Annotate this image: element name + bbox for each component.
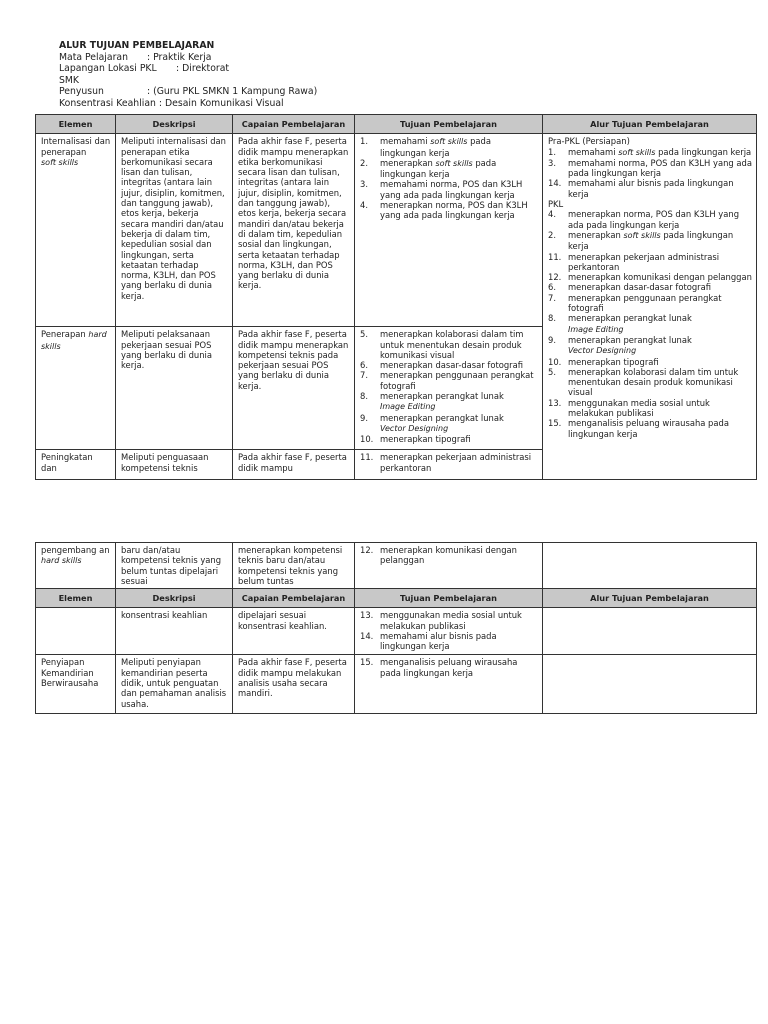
list-item: 11. menerapkan pekerjaan administrasi perkantoran [360,452,532,473]
cell-alur [543,608,757,655]
tujuan-list [360,545,538,566]
alur-pre-label: Pra-PKL (Persiapan) [548,136,630,147]
cell-capaian: Pada akhir fase F, peserta didik mampu menerapkan etika berkomunikasi secara lisan dan tulisan, integritas (antara lain jujur, disiplin, komitmen, dan tanggung jawab), etos kerja, bekerja secara mandiri dan/atau bekerja di dalam tim, kepedulian sosial dan lingkungan, serta ketaatan terhadap norma, K3LH, dan POS yang berlaku di dunia kerja. [233,134,355,327]
cell-deskripsi: Meliputi internalisasi dan penerapan etika berkomunikasi secara lisan dan tulisan, integritas (antara lain jujur, disiplin, komitmen, dan tanggung jawab), etos kerja, bekerja secara mandiri dan/atau bekerja di dalam tim, kepedulian sosial dan lingkungan, serta ketaatan terhadap norma, K3LH, dan POS yang berlaku di dunia kerja. [116,134,233,327]
col-header-tujuan: Tujuan Pembelajaran [355,589,543,608]
cell-elemen [36,608,116,655]
list-item: 5. menerapkan kolaborasi dalam tim untuk menentukan desain produk komunikasi visual [360,329,524,360]
col-header-alur: Alur Tujuan Pembelajaran [543,589,757,608]
list-item: 6. menerapkan dasar-dasar fotografi [548,282,712,293]
cell-deskripsi: Meliputi penguasaan kompetensi teknis [116,450,233,480]
cell-capaian: Pada akhir fase F, peserta didik mampu menerapkan kompetensi teknis pada pekerjaan sesuai POS yang berlaku di dunia kerja. [233,327,355,450]
table-row [36,543,757,589]
table-header-row [36,589,757,608]
col-header-deskripsi: Deskripsi [116,115,233,134]
cell-deskripsi: Meliputi penyiapan kemandirian peserta didik, untuk penguatan dan pemahaman analisis usaha. [116,655,233,714]
document-title: ALUR TUJUAN PEMBELAJARAN [59,40,215,51]
cell-tujuan [355,608,543,655]
document-header [59,40,317,110]
list-item: 14. memahami alur bisnis pada lingkungan kerja [360,631,497,652]
cell-deskripsi: konsentrasi keahlian [116,608,233,655]
tujuan-list [360,657,538,678]
list-item: 6. menerapkan dasar-dasar fotografi [360,360,524,371]
list-item: 10. menerapkan tipografi [548,356,659,367]
list-item: 13. menggunakan media sosial untuk melakukan publikasi [360,610,522,631]
list-item: 11. menerapkan pekerjaan administrasi perkantoran [548,251,720,272]
cell-elemen: pengembang an hard skills [36,543,116,589]
alur-pkl-label: PKL [548,199,564,210]
cell-elemen: Peningkatan dan [36,450,116,480]
atp-table-page2 [35,542,757,714]
list-item: 9. menerapkan perangkat lunak Vector Designing [360,412,504,433]
table-row [36,608,757,655]
cell-tujuan [355,134,543,327]
list-item: 2. menerapkan soft skills pada lingkungan kerja [360,157,497,180]
alur-pkl-list [548,209,752,439]
list-item: 2. menerapkan soft skills pada lingkungan kerja [548,229,734,252]
cell-alur [543,543,757,589]
col-header-capaian: Capaian Pembelajaran [233,115,355,134]
cell-deskripsi: Meliputi pelaksanaan pekerjaan sesuai POS yang berlaku di dunia kerja. [116,327,233,450]
header-row-konsentrasi: Konsentrasi Keahlian : Desain Komunikasi Visual [59,97,284,109]
cell-elemen: Penyiapan Kemandirian Berwirausaha [36,655,116,714]
cell-deskripsi: baru dan/atau kompetensi teknis yang belum tuntas dipelajari sesuai [116,543,233,589]
list-item: 4. menerapkan norma, POS dan K3LH yang ada pada lingkungan kerja [360,200,528,221]
list-item: 8. menerapkan perangkat lunak Image Editing [548,313,692,334]
col-header-tujuan: Tujuan Pembelajaran [355,115,543,134]
tujuan-list [360,452,538,473]
table-row [36,655,757,714]
cell-elemen: Penerapan hard skills [36,327,116,450]
header-row-lokasi: Lapangan Lokasi PKL : Direktorat [59,63,230,75]
atp-table-page1 [35,114,757,480]
header-row-smk: SMK [59,74,80,86]
list-item: 5. menerapkan kolaborasi dalam tim untuk menentukan desain produk komunikasi visual [548,366,739,398]
header-row-penyusun: Penyusun : (Guru PKL SMKN 1 Kampung Rawa) [59,86,318,98]
cell-capaian: Pada akhir fase F, peserta didik mampu [233,450,355,480]
list-item: 4. menerapkan norma, POS dan K3LH yang ada pada lingkungan kerja [548,209,740,230]
table-row [36,134,757,327]
list-item: 12. menerapkan komunikasi dengan pelanggan [360,545,517,566]
tujuan-list [360,136,538,220]
list-item: 12. menerapkan komunikasi dengan pelanggan [548,272,752,283]
list-item: 3. memahami norma, POS dan K3LH yang ada pada lingkungan kerja [548,157,752,179]
list-item: 13. menggunakan media sosial untuk melakukan publikasi [548,397,710,419]
cell-tujuan [355,655,543,714]
col-header-capaian: Capaian Pembelajaran [233,589,355,608]
cell-elemen: Internalisasi dan penerapan soft skills [36,134,116,327]
cell-tujuan [355,543,543,589]
alur-pre-list [548,147,752,199]
list-item: 1. memahami soft skills pada lingkungan kerja [548,146,752,157]
header-row-mapel: Mata Pelajaran : Praktik Kerja [59,51,212,63]
cell-alur [543,134,757,480]
list-item: 7. menerapkan penggunaan perangkat fotografi [360,370,534,391]
cell-tujuan [355,327,543,450]
table-header-row [36,115,757,134]
cell-tujuan [355,450,543,480]
list-item: 8. menerapkan perangkat lunak Image Editing [360,391,504,412]
list-item: 1. memahami soft skills pada lingkungan kerja [360,136,491,158]
col-header-elemen: Elemen [36,115,116,134]
cell-capaian: Pada akhir fase F, peserta didik mampu melakukan analisis usaha secara mandiri. [233,655,355,714]
col-header-alur: Alur Tujuan Pembelajaran [543,115,757,134]
list-item: 15. menganalisis peluang wirausaha pada lingkungan kerja [360,657,518,678]
list-item: 10. menerapkan tipografi [360,434,471,445]
list-item: 3. memahami norma, POS dan K3LH yang ada pada lingkungan kerja [360,179,523,200]
list-item: 7. menerapkan penggunaan perangkat fotografi [548,292,722,314]
list-item: 9. menerapkan perangkat lunak Vector Designing [548,334,692,356]
tujuan-list [360,329,538,444]
col-header-deskripsi: Deskripsi [116,589,233,608]
cell-capaian: menerapkan kompetensi teknis baru dan/atau kompetensi teknis yang belum tuntas [233,543,355,589]
col-header-elemen: Elemen [36,589,116,608]
list-item: 15. menganalisis peluang wirausaha pada lingkungan kerja [548,418,729,439]
list-item: 14. memahami alur bisnis pada lingkungan kerja [548,178,734,199]
cell-alur [543,655,757,714]
tujuan-list [360,610,538,651]
cell-capaian: dipelajari sesuai konsentrasi keahlian. [233,608,355,655]
